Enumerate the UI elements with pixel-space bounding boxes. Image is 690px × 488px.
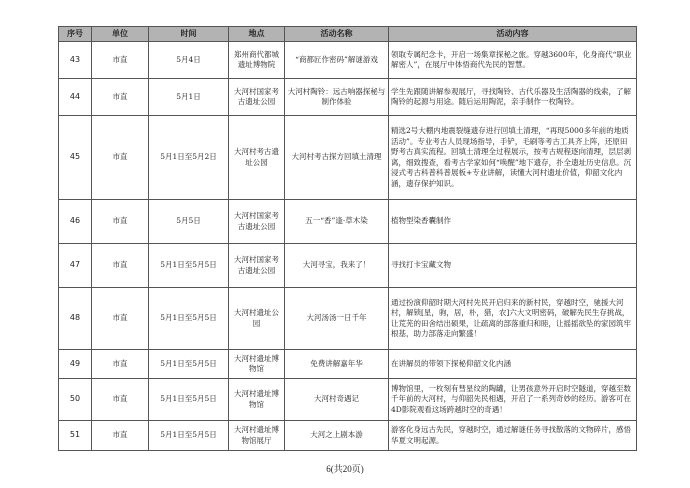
header-activity-name: 活动名称 bbox=[285, 27, 389, 42]
row-time: 5月1日至5月5日 bbox=[149, 350, 229, 379]
row-time: 5月1日至5月5日 bbox=[149, 421, 229, 451]
header-time: 时间 bbox=[149, 27, 229, 42]
row-activity-name: 五一“香”逢·草木染 bbox=[285, 200, 389, 244]
table-row bbox=[59, 42, 637, 79]
row-activity-content: 寻找打卡宝藏文物 bbox=[389, 244, 637, 288]
row-activity-content: 游客化身远古先民，穿越时空，通过解谜任务寻找散落的文物碎片，感悟华夏文明起源。 bbox=[389, 421, 637, 451]
row-time: 5月1日至5月5日 bbox=[149, 288, 229, 350]
row-unit: 市直 bbox=[92, 200, 149, 244]
row-place: 大河村国家考古遗址公园 bbox=[229, 79, 285, 116]
row-unit: 市直 bbox=[92, 116, 149, 200]
row-activity-content: 博物馆里，一枚刻有彗星纹的陶罐，让男孩意外开启时空隧道，穿越至数千年前的大河村，与仰韶先民相遇，开启了一系列奇妙的经历。游客可在4D影院观看这场跨越时空的奇遇！ bbox=[389, 379, 637, 421]
page-footer: 6(共20页) bbox=[326, 464, 364, 474]
row-number: 45 bbox=[59, 116, 92, 200]
row-activity-name: “商都匠作密码”解谜游戏 bbox=[285, 42, 389, 79]
row-time: 5月1日 bbox=[149, 79, 229, 116]
row-number: 47 bbox=[59, 244, 92, 288]
table-row bbox=[59, 350, 637, 379]
row-activity-content: 植物型染香囊制作 bbox=[389, 200, 637, 244]
row-place: 大河村国家考古遗址公园 bbox=[229, 244, 285, 288]
row-place: 大河村考古遗址公园 bbox=[229, 116, 285, 200]
table-row bbox=[59, 421, 637, 451]
row-place: 大河村遗址公园 bbox=[229, 288, 285, 350]
header-activity-content: 活动内容 bbox=[389, 27, 637, 42]
row-activity-name: 大河村考古探方回填土清理 bbox=[285, 116, 389, 200]
row-place: 大河村遗址博物馆 bbox=[229, 350, 285, 379]
row-place: 大河村国家考古遗址公园 bbox=[229, 200, 285, 244]
row-number: 44 bbox=[59, 79, 92, 116]
row-activity-content: 学生先跟随讲解参观展厅，寻找陶铃、古代乐器及生活陶器的线索，了解陶铃的起源与用途。随后运用陶泥，亲手制作一枚陶铃。 bbox=[389, 79, 637, 116]
row-number: 48 bbox=[59, 288, 92, 350]
row-time: 5月1日至5月5日 bbox=[149, 244, 229, 288]
row-number: 51 bbox=[59, 421, 92, 451]
table-row bbox=[59, 79, 637, 116]
table-row bbox=[59, 244, 637, 288]
header-number: 序号 bbox=[59, 27, 92, 42]
table-header-row bbox=[59, 27, 637, 42]
row-activity-name: 大河村奇遇记 bbox=[285, 379, 389, 421]
table-row bbox=[59, 288, 637, 350]
table-row bbox=[59, 200, 637, 244]
row-time: 5月5日 bbox=[149, 200, 229, 244]
row-activity-content: 精选2号大棚内地震裂缝遗存进行回填土清理，“再现5000多年前的地质活动”。专业考古人员现场指导，手铲，毛刷等考古工具齐上阵，还原田野考古真实流程。回填土清理全过程展示，按考古规程逐向清理，层层剥离，细致搜查，看考古学家如何“唤醒”地下遗存，扑全遗址历史信息。沉浸式考古科普科普展板+专业讲解，读懂大河村遗址价值，仰韶文化内涵，遗存保护知识。 bbox=[389, 116, 637, 200]
row-unit: 市直 bbox=[92, 421, 149, 451]
table-row bbox=[59, 116, 637, 200]
row-time: 5月4日 bbox=[149, 42, 229, 79]
row-unit: 市直 bbox=[92, 288, 149, 350]
row-time: 5月1日至5月2日 bbox=[149, 116, 229, 200]
row-number: 50 bbox=[59, 379, 92, 421]
row-activity-content: 领取专属纪念卡，开启一场集章探秘之旅。穿越3600年，化身商代“职业解密人”，在展厅中体悟商代先民的智慧。 bbox=[389, 42, 637, 79]
row-place: 大河村遗址博物馆展厅 bbox=[229, 421, 285, 451]
row-place: 郑州商代都城遗址博物院 bbox=[229, 42, 285, 79]
row-number: 46 bbox=[59, 200, 92, 244]
row-activity-name: 大河寻宝，我来了！ bbox=[285, 244, 389, 288]
row-unit: 市直 bbox=[92, 42, 149, 79]
header-unit: 单位 bbox=[92, 27, 149, 42]
row-activity-name: 大河村陶铃：远古响器探秘与制作体验 bbox=[285, 79, 389, 116]
row-unit: 市直 bbox=[92, 79, 149, 116]
header-place: 地点 bbox=[229, 27, 285, 42]
row-number: 43 bbox=[59, 42, 92, 79]
row-unit: 市直 bbox=[92, 350, 149, 379]
row-number: 49 bbox=[59, 350, 92, 379]
row-unit: 市直 bbox=[92, 244, 149, 288]
row-activity-name: 大河之上剧本游 bbox=[285, 421, 389, 451]
activity-table bbox=[58, 26, 637, 451]
row-activity-name: 免费讲解嘉年华 bbox=[285, 350, 389, 379]
row-place: 大河村遗址博物馆 bbox=[229, 379, 285, 421]
row-activity-content: 在讲解员的带领下探秘仰韶文化内涵 bbox=[389, 350, 637, 379]
row-activity-name: 大河汤汤一日千年 bbox=[285, 288, 389, 350]
row-unit: 市直 bbox=[92, 379, 149, 421]
row-time: 5月1日至5月5日 bbox=[149, 379, 229, 421]
row-activity-content: 通过扮演仰韶时期大河村先民开启归来的新村民，穿越时空，驰援大河村，解锁[星，驹，居，朴，猎，农]六大文明密码，破解先民生存挑战，让荒芜的田舍结出硕果，让疏离的部落重归和睦，让摇摇欲坠的家园筑牢根基，助力部落走向繁盛！ bbox=[389, 288, 637, 350]
table-row bbox=[59, 379, 637, 421]
